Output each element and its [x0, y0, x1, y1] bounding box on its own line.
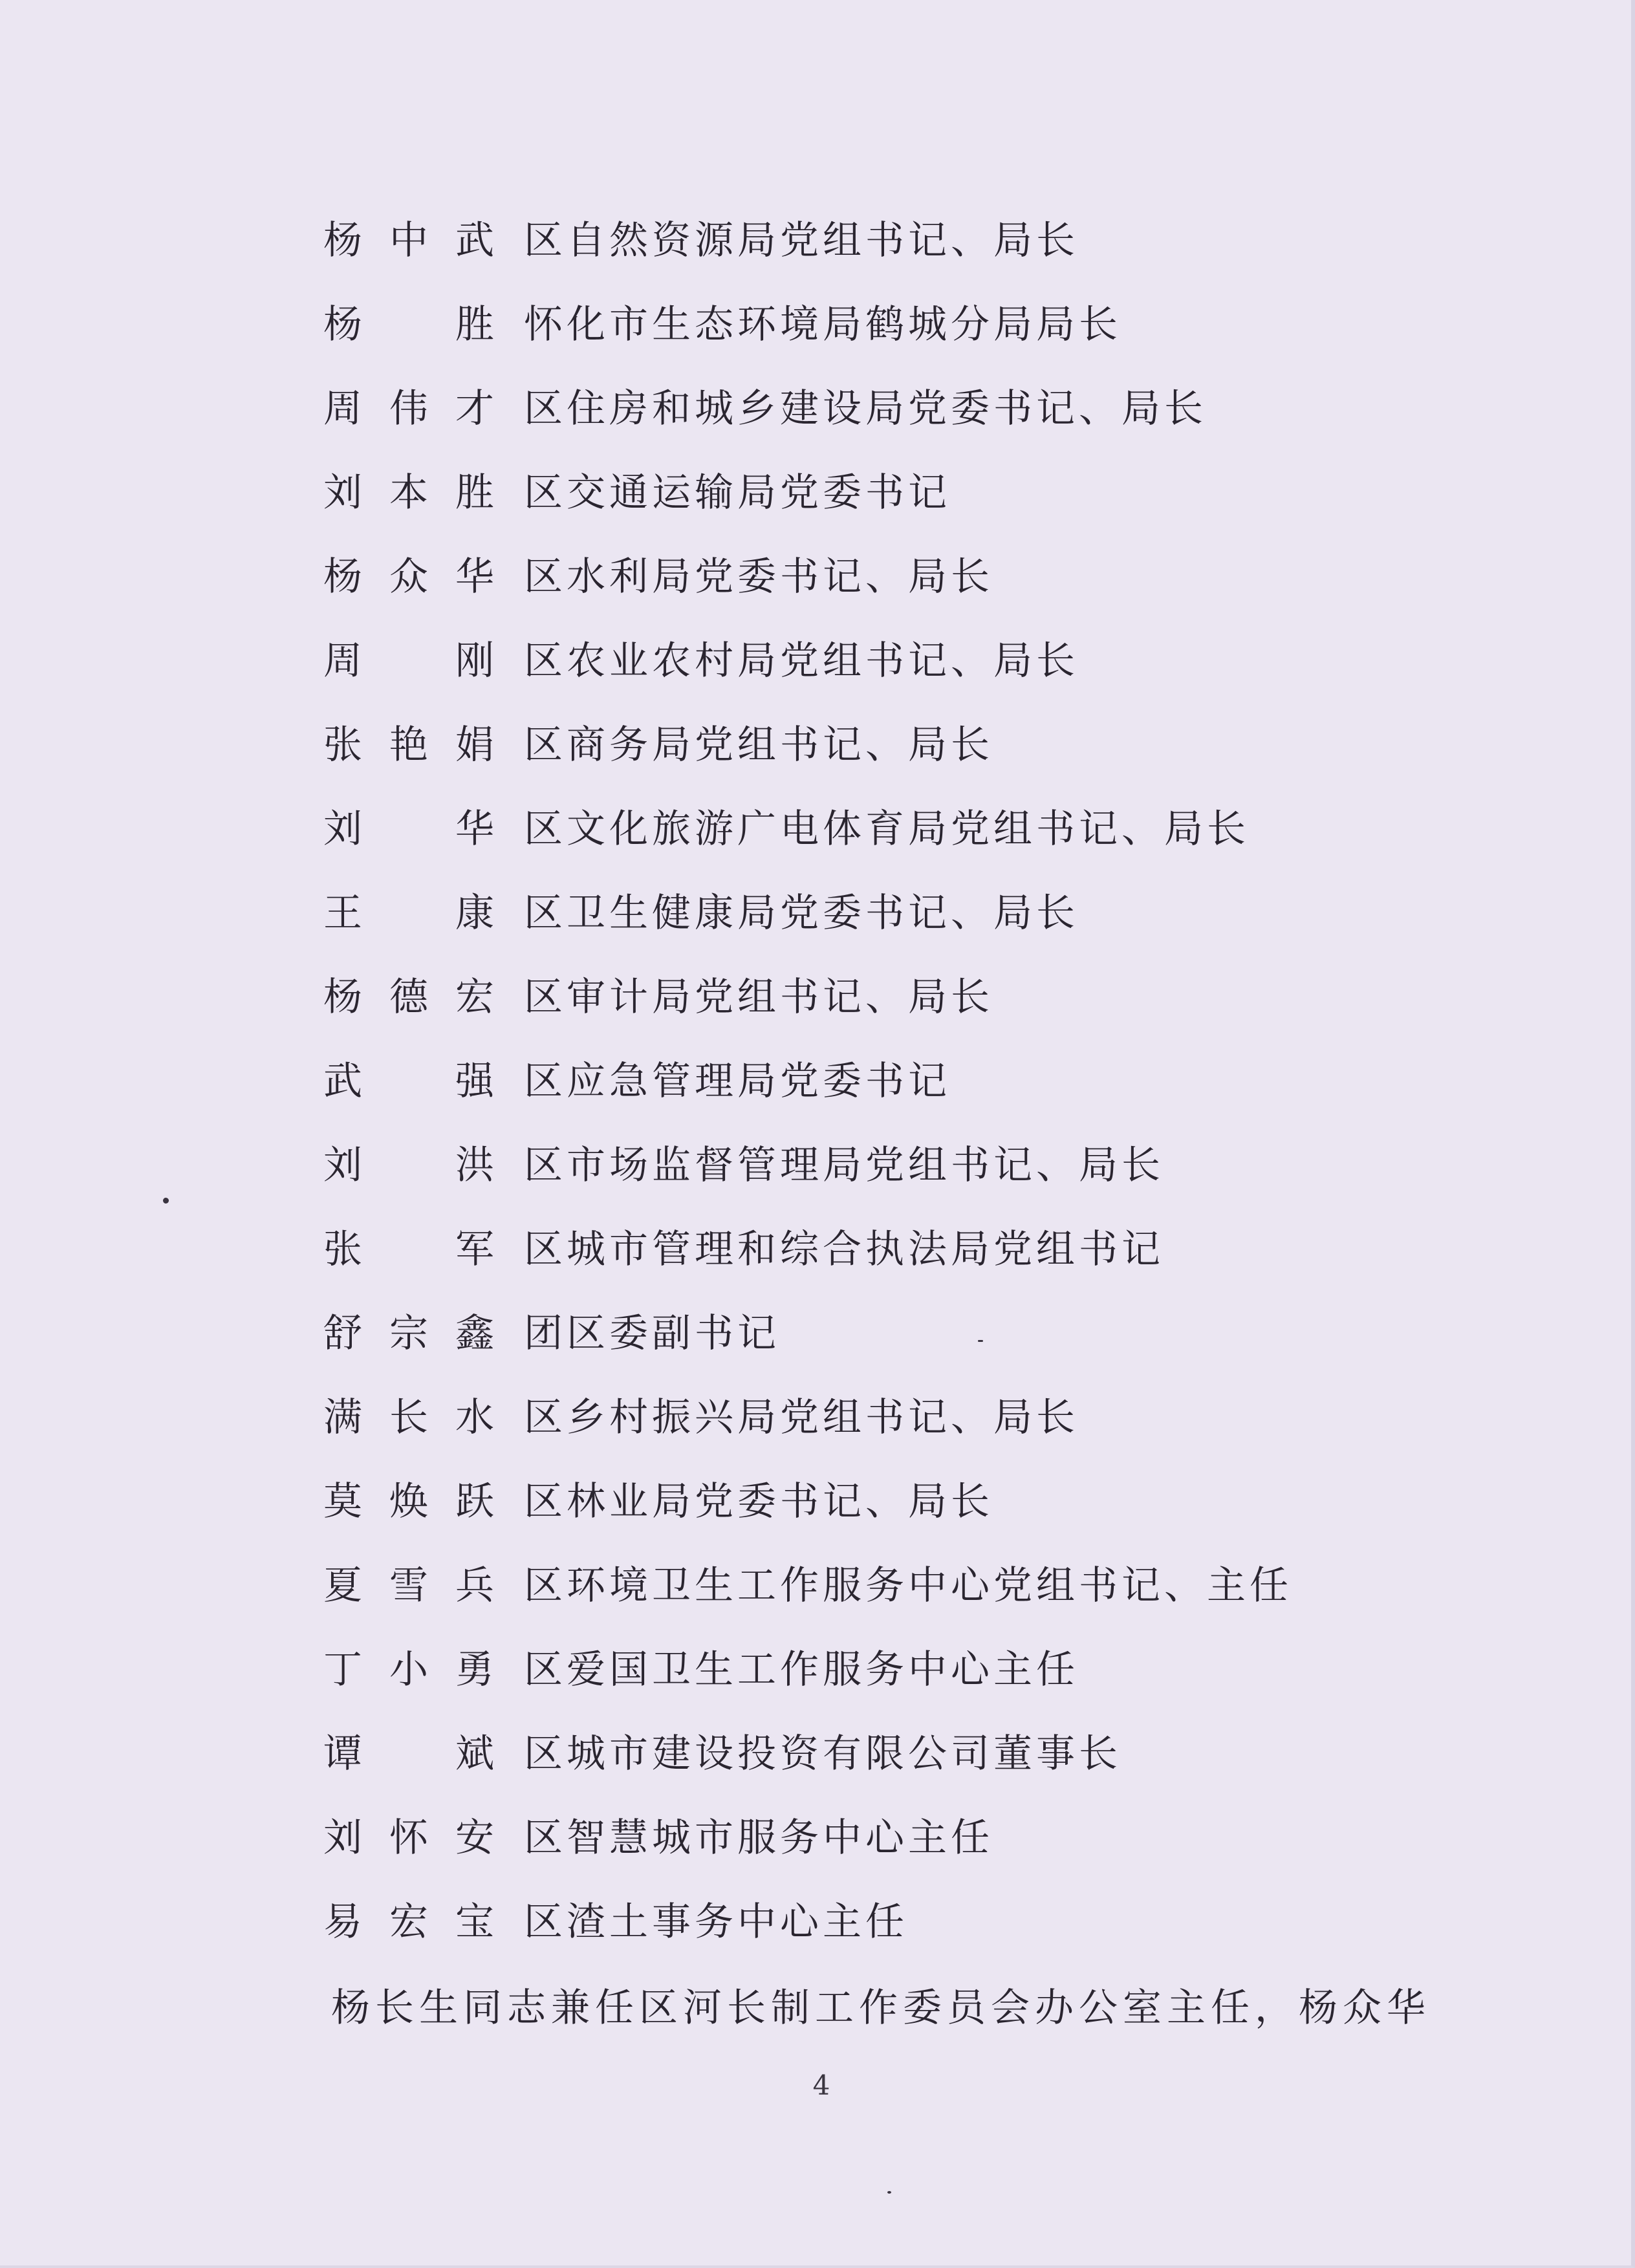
- list-item: [323, 448, 1552, 532]
- list-item: [323, 1288, 1552, 1372]
- list-item: [323, 1540, 1552, 1625]
- member-title: 区市场监督管理局党组书记、局长: [524, 1143, 1164, 1188]
- member-title: 区城市建设投资有限公司董事长: [524, 1731, 1121, 1777]
- member-name: 丁小勇: [323, 1647, 498, 1692]
- member-name: 张 军: [323, 1227, 498, 1272]
- member-title: 区自然资源局党组书记、局长: [524, 218, 1079, 263]
- list-item: [323, 1709, 1552, 1793]
- list-item: [323, 1793, 1552, 1877]
- member-title: 团区委副书记: [524, 1311, 780, 1356]
- member-name: 杨 胜: [323, 302, 498, 347]
- member-title: 区爱国卫生工作服务中心主任: [524, 1647, 1079, 1692]
- list-item: [323, 363, 1552, 448]
- member-name: 夏雪兵: [323, 1563, 498, 1608]
- member-title: 区农业农村局党组书记、局长: [524, 638, 1079, 684]
- member-title: 区林业局党委书记、局长: [524, 1479, 993, 1524]
- member-name: 刘 华: [323, 806, 498, 852]
- member-title: 区乡村振兴局党组书记、局长: [524, 1395, 1079, 1440]
- member-name: 满长水: [323, 1395, 498, 1440]
- member-name: 刘 洪: [323, 1143, 498, 1188]
- member-title: 区水利局党委书记、局长: [524, 554, 993, 599]
- page-number: 4: [812, 2069, 830, 2101]
- list-item: [323, 1036, 1552, 1120]
- list-item: [323, 532, 1552, 616]
- list-item: [323, 1204, 1552, 1288]
- list-item: [323, 784, 1552, 868]
- closing-paragraph: 杨长生同志兼任区河长制工作委员会办公室主任，杨众华: [331, 1985, 1431, 2031]
- scan-speck: [978, 1340, 983, 1342]
- member-list: [323, 195, 1552, 1961]
- member-title: 区审计局党组书记、局长: [524, 975, 993, 1020]
- member-title: 区智慧城市服务中心主任: [524, 1815, 993, 1861]
- member-name: 周伟才: [323, 386, 498, 431]
- member-title: 区卫生健康局党委书记、局长: [524, 891, 1079, 936]
- member-name: 谭 斌: [323, 1731, 498, 1777]
- member-name: 王 康: [323, 891, 498, 936]
- list-item: [323, 279, 1552, 363]
- member-title: 区交通运输局党委书记: [524, 470, 951, 515]
- member-name: 刘怀安: [323, 1815, 498, 1861]
- member-name: 杨众华: [323, 554, 498, 599]
- list-item: [323, 1120, 1552, 1204]
- member-title: 区住房和城乡建设局党委书记、局长: [524, 386, 1207, 431]
- list-item: [323, 1372, 1552, 1456]
- member-name: 易宏宝: [323, 1899, 498, 1945]
- member-title: 怀化市生态环境局鹤城分局局长: [524, 302, 1121, 347]
- member-title: 区渣土事务中心主任: [524, 1899, 908, 1945]
- member-name: 杨中武: [323, 218, 498, 263]
- member-name: 武 强: [323, 1059, 498, 1104]
- member-title: 区应急管理局党委书记: [524, 1059, 951, 1104]
- member-name: 舒宗鑫: [323, 1311, 498, 1356]
- list-item: [323, 1625, 1552, 1709]
- list-item: [323, 195, 1552, 279]
- list-item: [323, 952, 1552, 1036]
- member-name: 莫焕跃: [323, 1479, 498, 1524]
- member-name: 杨德宏: [323, 975, 498, 1020]
- list-item: [323, 868, 1552, 952]
- list-item: [323, 616, 1552, 700]
- member-name: 张艳娟: [323, 722, 498, 768]
- member-title: 区商务局党组书记、局长: [524, 722, 993, 768]
- member-name: 刘本胜: [323, 470, 498, 515]
- list-item: [323, 1456, 1552, 1540]
- scan-speck: [163, 1198, 169, 1204]
- member-name: 周 刚: [323, 638, 498, 684]
- list-item: [323, 1877, 1552, 1961]
- member-title: 区文化旅游广电体育局党组书记、局长: [524, 806, 1250, 852]
- member-title: 区环境卫生工作服务中心党组书记、主任: [524, 1563, 1292, 1608]
- list-item: [323, 700, 1552, 784]
- member-title: 区城市管理和综合执法局党组书记: [524, 1227, 1164, 1272]
- scan-speck: [887, 2191, 891, 2194]
